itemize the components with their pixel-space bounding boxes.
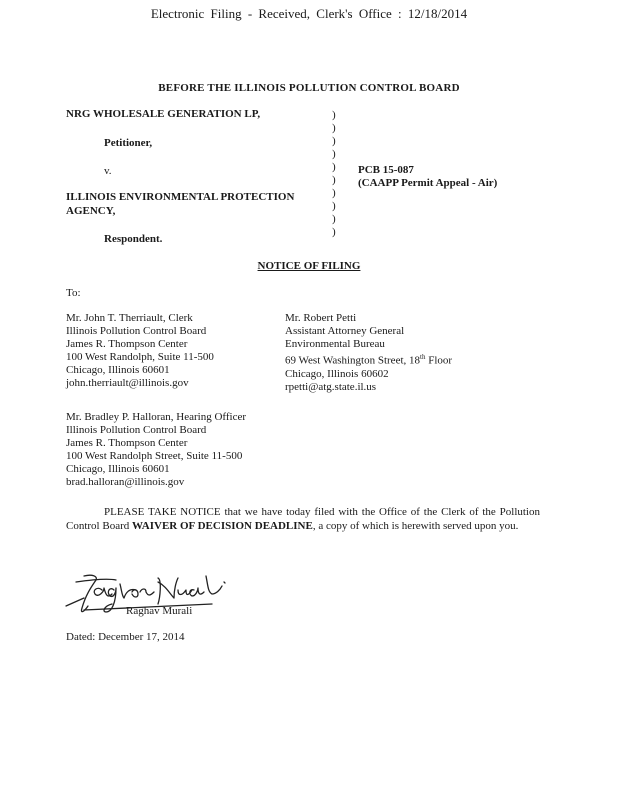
notice-title: NOTICE OF FILING	[257, 260, 361, 272]
respondent-name-line1: ILLINOIS ENVIRONMENTAL PROTECTION	[66, 191, 295, 203]
clerk-email: john.therriault@illinois.gov	[66, 377, 189, 389]
caption-brackets: ) ) ) ) ) ) ) ) ) )	[332, 109, 336, 238]
case-type: (CAAPP Permit Appeal - Air)	[358, 177, 498, 189]
notice-paragraph: PLEASE TAKE NOTICE that we have today filed with the Office of the Clerk of the Pollution Control Board WAIVER OF DECISION DEADLINE, a copy of which is herewith served upon you.	[66, 506, 540, 532]
filing-stamp: Electronic Filing - Received, Clerk's Office : 12/18/2014	[150, 6, 468, 21]
respondent-role: Respondent.	[104, 233, 163, 245]
board-title: BEFORE THE ILLINOIS POLLUTION CONTROL BOARD	[158, 82, 460, 94]
to-label: To:	[66, 287, 81, 299]
petitioner-name: NRG WHOLESALE GENERATION LP,	[66, 108, 261, 120]
recipient-hearing-officer: Mr. Bradley P. Halloran, Hearing Officer Illinois Pollution Control Board James R. Thompson Center 100 West Randolph Street, Suite 11-500 Chicago, Illinois 60601 brad.halloran@illinois.gov	[66, 411, 247, 488]
recipient-attorney-general: Mr. Robert Petti Assistant Attorney General Environmental Bureau 69 West Washington Street, 18th Floor Chicago, Illinois 60602 rpetti@atg.state.il.us	[285, 312, 453, 393]
petitioner-role: Petitioner,	[104, 137, 153, 149]
versus-label: v.	[104, 165, 112, 177]
recipient-clerk: Mr. John T. Therriault, Clerk Illinois Pollution Control Board James R. Thompson Center 100 West Randolph, Suite 11-500 Chicago, Illinois 60601 john.therriault@illinois.gov	[66, 312, 214, 389]
respondent-name-line2: AGENCY,	[66, 205, 116, 217]
signatory-name: Raghav Murali	[126, 605, 193, 617]
dated-line: Dated: December 17, 2014	[66, 631, 185, 643]
ag-email: rpetti@atg.state.il.us	[285, 380, 377, 393]
hearing-officer-email: brad.halloran@illinois.gov	[66, 476, 185, 488]
document-title: WAIVER OF DECISION DEADLINE	[132, 520, 313, 532]
case-number: PCB 15-087	[358, 164, 414, 176]
